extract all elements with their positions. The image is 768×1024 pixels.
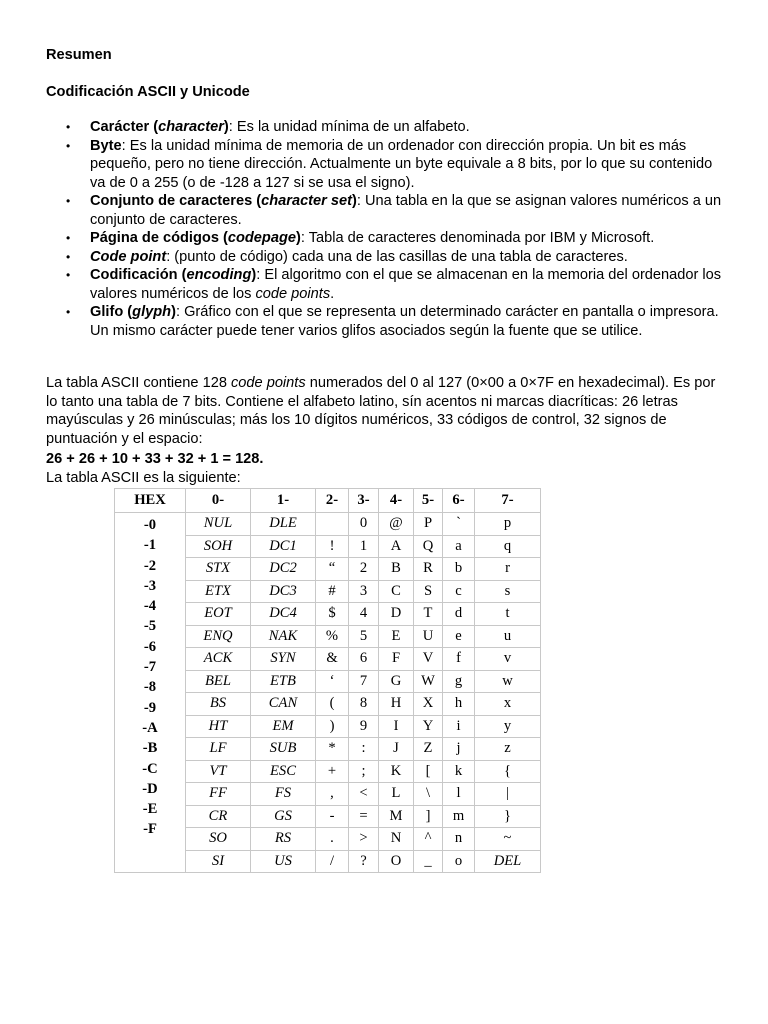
table-cell: k xyxy=(443,760,475,783)
table-cell: DEL xyxy=(475,850,541,873)
row-label: -C xyxy=(142,760,158,777)
table-header-row xyxy=(115,489,541,513)
row-label: -6 xyxy=(143,638,157,655)
row-label: -3 xyxy=(143,577,157,594)
definition-text: : Es la unidad mínima de memoria de un ordenador con dirección propia. Un bit es más pequeño, pero no tiene dirección. Actualmente un byte equivale a 8 bits, por lo que su contenido va de 0 a 255 (o de -128 a 127 si se usa el signo). xyxy=(90,137,713,191)
table-cell: % xyxy=(316,625,349,648)
table-cell: $ xyxy=(316,603,349,626)
list-item xyxy=(66,248,728,267)
table-cell: - xyxy=(316,805,349,828)
column-header: 7- xyxy=(475,489,541,513)
table-cell: DC3 xyxy=(251,580,316,603)
table-cell: STX xyxy=(186,558,251,581)
table-cell: { xyxy=(475,760,541,783)
table-cell: + xyxy=(316,760,349,783)
table-cell: = xyxy=(349,805,379,828)
section-title: Codificación ASCII y Unicode xyxy=(46,84,250,100)
list-item xyxy=(66,137,728,193)
table-cell: L xyxy=(379,783,414,806)
table-cell: DLE xyxy=(251,513,316,536)
definition-italic: code points xyxy=(255,285,331,302)
table-cell: > xyxy=(349,828,379,851)
page-title: Resumen xyxy=(46,47,112,63)
row-label-column xyxy=(115,513,186,873)
table-cell: K xyxy=(379,760,414,783)
column-header: 4- xyxy=(379,489,414,513)
list-item: • Codificación (encoding): El algoritmo con el que se almacenan en la memoria del ordenador los valores numéricos de los code points. xyxy=(66,267,722,302)
table-cell: A xyxy=(379,535,414,558)
table-cell: P xyxy=(414,513,443,536)
bullet-icon: • xyxy=(66,249,71,264)
table-cell: ^ xyxy=(414,828,443,851)
table-cell: o xyxy=(443,850,475,873)
table-cell: G xyxy=(379,670,414,693)
definition-term: Codificación xyxy=(90,267,178,283)
table-cell: ( xyxy=(316,693,349,716)
paragraph-text: La tabla ASCII contiene 128 xyxy=(46,375,231,391)
table-cell: EOT xyxy=(186,603,251,626)
definition-term: Byte xyxy=(90,137,122,154)
table-cell: ACK xyxy=(186,648,251,671)
table-cell: | xyxy=(475,783,541,806)
table-cell: HT xyxy=(186,715,251,738)
row-label: -5 xyxy=(143,618,157,635)
definition-alias: glyph xyxy=(132,304,172,320)
table-cell: SYN xyxy=(251,648,316,671)
table-cell: n xyxy=(443,828,475,851)
table-cell: m xyxy=(443,805,475,828)
table-cell: FF xyxy=(186,783,251,806)
table-cell: i xyxy=(443,715,475,738)
table-cell: c xyxy=(443,580,475,603)
definition-text: : (punto de código) cada una de las casillas de una tabla de caracteres. xyxy=(166,248,628,265)
table-cell: ~ xyxy=(475,828,541,851)
definition-text: : Tabla de caracteres denominada por IBM y Microsoft. xyxy=(300,230,655,246)
table-cell: x xyxy=(475,693,541,716)
table-cell: ENQ xyxy=(186,625,251,648)
table-cell: # xyxy=(316,580,349,603)
row-label: -4 xyxy=(143,598,157,615)
table-cell: z xyxy=(475,738,541,761)
paragraph-text: numerados del 0 al 127 (0×00 a 0×7F en hexadecimal). Es por lo tanto una tabla de 7 bits. Contiene el alfabeto latino, sín acentos ni marcas diacríticas: 26 letras mayúsculas y 26 minúsculas; más los 10 dígitos numéricos, 33 códigos de control, 32 signos de puntuación y el espacio: xyxy=(46,375,716,447)
table-cell: V xyxy=(414,648,443,671)
table-cell: ; xyxy=(349,760,379,783)
table-cell: SOH xyxy=(186,535,251,558)
table-cell: f xyxy=(443,648,475,671)
table-cell: M xyxy=(379,805,414,828)
definition-term: Code point xyxy=(90,248,167,265)
table-cell: b xyxy=(443,558,475,581)
table-cell: y xyxy=(475,715,541,738)
table-cell: SI xyxy=(186,850,251,873)
definition-alias: character set xyxy=(261,193,352,209)
table-cell: * xyxy=(316,738,349,761)
table-cell: ] xyxy=(414,805,443,828)
row-label: -A xyxy=(142,719,158,736)
bullet-icon: • xyxy=(66,305,71,319)
table-cell: d xyxy=(443,603,475,626)
table-cell: _ xyxy=(414,850,443,873)
row-label: -9 xyxy=(143,699,157,716)
row-label: -E xyxy=(142,801,158,818)
table-cell xyxy=(316,513,349,536)
table-row xyxy=(115,513,541,536)
table-cell: : xyxy=(349,738,379,761)
table-cell: u xyxy=(475,625,541,648)
row-label: -F xyxy=(143,821,157,838)
table-cell: ETB xyxy=(251,670,316,693)
table-cell: ` xyxy=(443,513,475,536)
table-cell: q xyxy=(475,535,541,558)
table-cell: NUL xyxy=(186,513,251,536)
table-cell: l xyxy=(443,783,475,806)
paragraph-italic: code points xyxy=(231,375,306,391)
table-cell: U xyxy=(414,625,443,648)
table-cell: ) xyxy=(316,715,349,738)
table-cell: O xyxy=(379,850,414,873)
table-cell: < xyxy=(349,783,379,806)
table-cell: DC2 xyxy=(251,558,316,581)
table-intro: La tabla ASCII es la siguiente: xyxy=(46,470,241,486)
table-cell: N xyxy=(379,828,414,851)
row-label: -1 xyxy=(143,537,157,554)
definition-alias: encoding xyxy=(186,267,252,283)
definition-term: Conjunto de caracteres xyxy=(90,193,253,209)
table-cell: 1 xyxy=(349,535,379,558)
table-cell: I xyxy=(379,715,414,738)
row-label: -D xyxy=(142,780,158,797)
table-cell: SUB xyxy=(251,738,316,761)
row-label: -8 xyxy=(143,679,157,696)
table-corner-label: HEX xyxy=(115,489,186,513)
table-cell: h xyxy=(443,693,475,716)
table-cell: ! xyxy=(316,535,349,558)
bullet-icon: • xyxy=(66,268,71,282)
definition-alias: character xyxy=(158,119,224,135)
list-item: • Conjunto de caracteres (character set): Una tabla en la que se asignan valores numéricos a un conjunto de caracteres. xyxy=(66,193,722,228)
table-cell: \ xyxy=(414,783,443,806)
table-cell: T xyxy=(414,603,443,626)
definition-text: : Es la unidad mínima de un alfabeto. xyxy=(228,119,470,135)
table-cell: [ xyxy=(414,760,443,783)
table-cell: @ xyxy=(379,513,414,536)
list-item: • Glifo (glyph): Gráfico con el que se representa un determinado carácter en pantalla o impresora. Un mismo carácter puede tener varios glifos asociados según la fuente que se utilice. xyxy=(66,304,719,339)
table-cell: R xyxy=(414,558,443,581)
column-header: 1- xyxy=(251,489,316,513)
table-cell: FS xyxy=(251,783,316,806)
bullet-icon: • xyxy=(66,120,71,134)
definition-text: : El algoritmo con el que se almacenan en la memoria del ordenador los valores numéricos de los xyxy=(90,267,722,302)
table-cell: s xyxy=(475,580,541,603)
table-cell: 2 xyxy=(349,558,379,581)
definitions-list xyxy=(66,118,728,340)
table-cell: t xyxy=(475,603,541,626)
table-cell: 0 xyxy=(349,513,379,536)
table-cell: F xyxy=(379,648,414,671)
row-label: -0 xyxy=(143,517,157,533)
table-cell: v xyxy=(475,648,541,671)
table-cell: Y xyxy=(414,715,443,738)
table-cell: W xyxy=(414,670,443,693)
definition-text: : Una tabla en la que se asignan valores numéricos a un conjunto de caracteres. xyxy=(90,193,722,228)
formula: 26 + 26 + 10 + 33 + 32 + 1 = 128. xyxy=(46,451,264,467)
table-cell: / xyxy=(316,850,349,873)
table-cell: “ xyxy=(316,558,349,581)
table-cell: DC1 xyxy=(251,535,316,558)
table-cell: NAK xyxy=(251,625,316,648)
column-header: 5- xyxy=(414,489,443,513)
column-header: 2- xyxy=(316,489,349,513)
definition-term: Página de códigos xyxy=(90,230,219,246)
table-cell: ESC xyxy=(251,760,316,783)
table-cell: H xyxy=(379,693,414,716)
table-cell: 3 xyxy=(349,580,379,603)
table-cell: SO xyxy=(186,828,251,851)
table-cell: S xyxy=(414,580,443,603)
table-cell: B xyxy=(379,558,414,581)
column-header: 6- xyxy=(443,489,475,513)
table-cell: ‘ xyxy=(316,670,349,693)
table-cell: 6 xyxy=(349,648,379,671)
definition-end: . xyxy=(330,285,335,302)
table-cell: X xyxy=(414,693,443,716)
table-cell: 7 xyxy=(349,670,379,693)
table-cell: r xyxy=(475,558,541,581)
table-cell: E xyxy=(379,625,414,648)
table-cell: BEL xyxy=(186,670,251,693)
column-header: 0- xyxy=(186,489,251,513)
table-cell: 4 xyxy=(349,603,379,626)
row-label: -7 xyxy=(143,659,157,676)
definition-text: : Gráfico con el que se representa un determinado carácter en pantalla o impresora. Un mismo carácter puede tener varios glifos asociados según la fuente que se utilice. xyxy=(90,304,719,339)
definition-alias: codepage xyxy=(227,230,296,246)
table-cell: 5 xyxy=(349,625,379,648)
table-cell: e xyxy=(443,625,475,648)
list-item: • Carácter (character): Es la unidad mínima de un alfabeto. xyxy=(66,119,470,135)
table-cell: ? xyxy=(349,850,379,873)
table-cell: LF xyxy=(186,738,251,761)
table-cell: RS xyxy=(251,828,316,851)
table-cell: C xyxy=(379,580,414,603)
table-cell: GS xyxy=(251,805,316,828)
table-cell: BS xyxy=(186,693,251,716)
table-cell: DC4 xyxy=(251,603,316,626)
table-cell: w xyxy=(475,670,541,693)
column-header: 3- xyxy=(349,489,379,513)
definition-term: Carácter xyxy=(90,119,150,135)
bullet-icon: • xyxy=(66,138,71,153)
table-cell: } xyxy=(475,805,541,828)
table-cell: VT xyxy=(186,760,251,783)
table-cell: CR xyxy=(186,805,251,828)
table-cell: a xyxy=(443,535,475,558)
table-cell: & xyxy=(316,648,349,671)
table-cell: 9 xyxy=(349,715,379,738)
row-label: -2 xyxy=(143,557,157,574)
ascii-table xyxy=(114,488,541,873)
list-item: • Página de códigos (codepage): Tabla de caracteres denominada por IBM y Microsoft. xyxy=(66,230,655,246)
definition-term: Glifo xyxy=(90,304,124,320)
table-cell: g xyxy=(443,670,475,693)
table-cell: , xyxy=(316,783,349,806)
ascii-description xyxy=(46,374,722,448)
table-cell: 8 xyxy=(349,693,379,716)
bullet-icon: • xyxy=(66,231,71,245)
table-cell: EM xyxy=(251,715,316,738)
table-cell: US xyxy=(251,850,316,873)
table-cell: J xyxy=(379,738,414,761)
table-cell: j xyxy=(443,738,475,761)
table-cell: ETX xyxy=(186,580,251,603)
bullet-icon: • xyxy=(66,194,71,208)
table-cell: . xyxy=(316,828,349,851)
table-cell: Q xyxy=(414,535,443,558)
table-cell: D xyxy=(379,603,414,626)
table-cell: CAN xyxy=(251,693,316,716)
table-cell: Z xyxy=(414,738,443,761)
table-cell: p xyxy=(475,513,541,536)
row-label: -B xyxy=(142,740,158,757)
